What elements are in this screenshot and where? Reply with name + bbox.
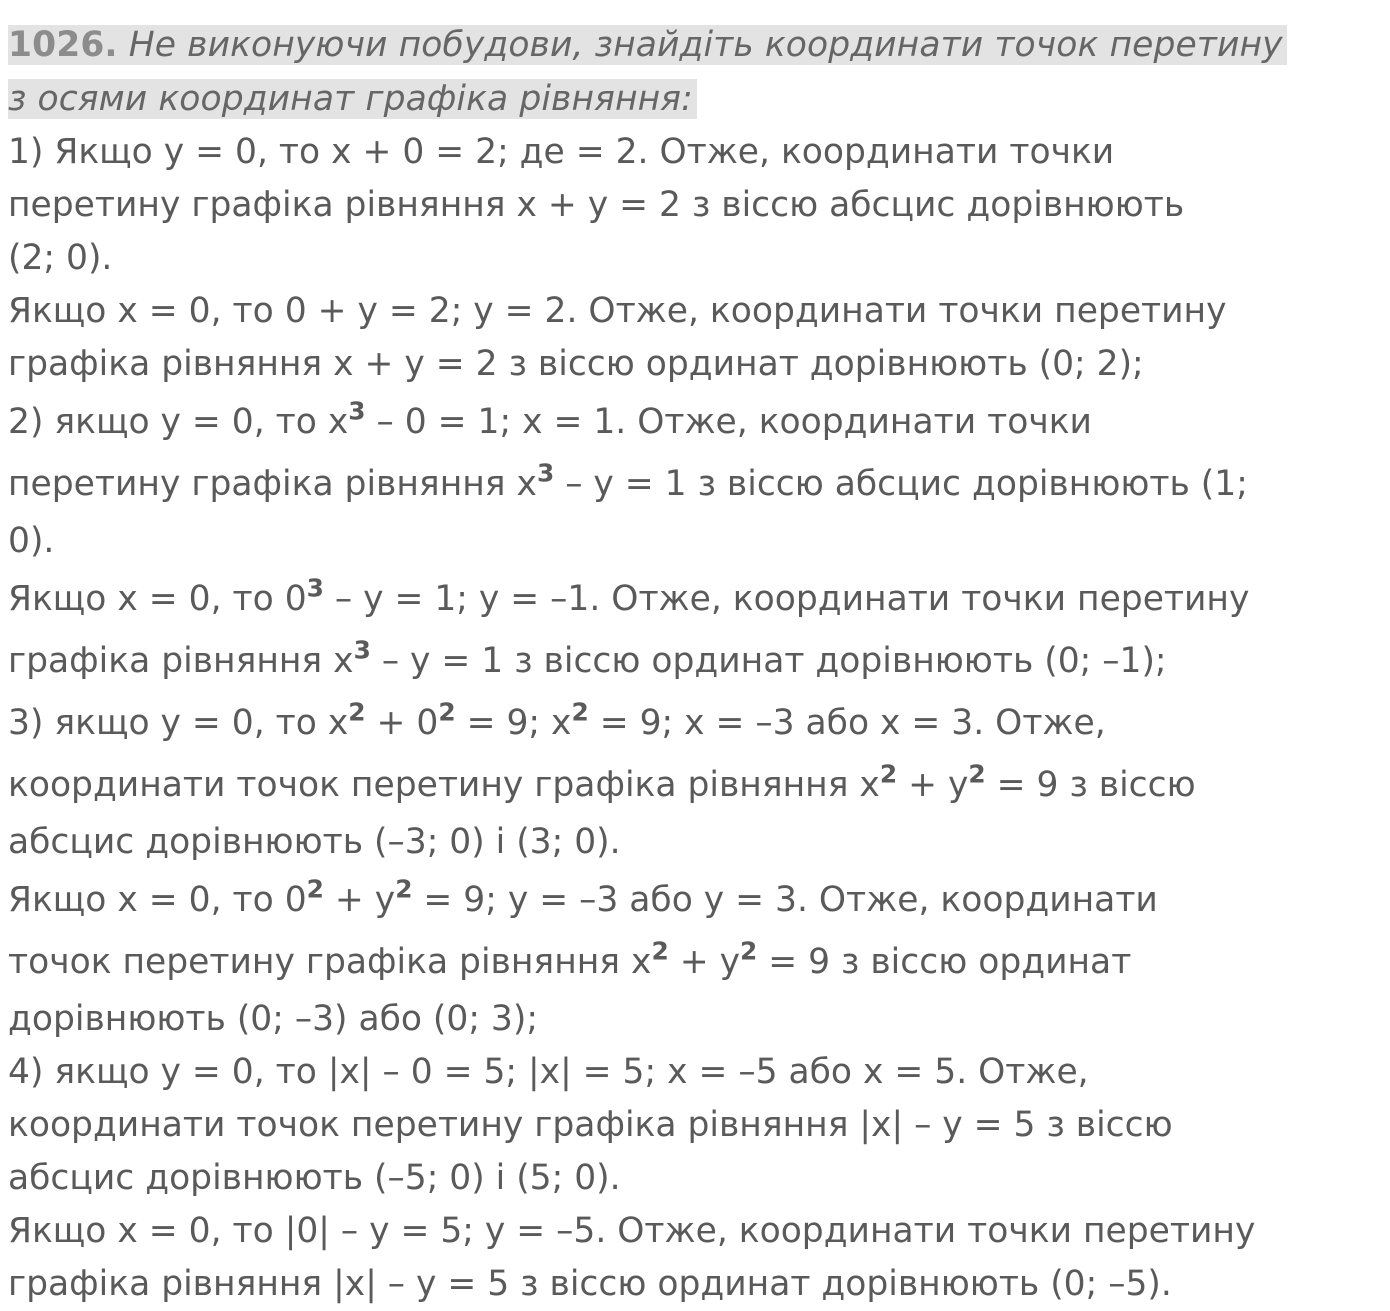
solution-line <box>8 338 1388 391</box>
solution-line <box>8 179 1388 232</box>
solution-text-run: графіка рівняння x + y = 2 з віссю ординат дорівнюють (0; 2); <box>8 344 1144 384</box>
problem-statement-line-1: Не виконуючи побудови, знайдіть координати точок перетину <box>128 25 1283 65</box>
problem-statement-line-2: з осями координат графіка рівняння: <box>8 79 693 119</box>
solution-line <box>8 816 1388 869</box>
exponent: 2 <box>348 697 366 727</box>
solution-text-run: 1) Якщо y = 0, то x + 0 = 2; де = 2. Отже, координати точки <box>8 132 1115 172</box>
exponent: 3 <box>353 635 371 665</box>
solution-text-run: перетину графіка рівняння x <box>8 464 537 504</box>
solution-text-run: перетину графіка рівняння x + y = 2 з віссю абсцис дорівнюють <box>8 185 1185 225</box>
exponent: 3 <box>348 396 366 426</box>
solution-line <box>8 869 1388 931</box>
solution-text-run: точок перетину графіка рівняння x <box>8 942 652 982</box>
solution-line <box>8 630 1388 692</box>
exponent: 2 <box>438 697 456 727</box>
exponent: 2 <box>306 874 324 904</box>
exponent: 2 <box>740 936 758 966</box>
problem-number: 1026. <box>8 25 118 65</box>
solution-line <box>8 1099 1388 1152</box>
solution-text-run: 4) якщо y = 0, то |x| – 0 = 5; |x| = 5; x = –5 або x = 5. Отже, <box>8 1052 1089 1092</box>
solution-text-run: 0). <box>8 521 55 561</box>
solution-text-run: графіка рівняння |x| – y = 5 з віссю ординат дорівнюють (0; –5). <box>8 1264 1172 1304</box>
problem-heading <box>8 18 1388 126</box>
solution-line <box>8 692 1388 754</box>
solution-text <box>8 126 1388 1311</box>
solution-line <box>8 1046 1388 1099</box>
solution-text-run: (2; 0). <box>8 238 113 278</box>
solution-text-run: = 9; x <box>455 703 572 743</box>
solution-line <box>8 285 1388 338</box>
solution-line <box>8 1258 1388 1311</box>
solution-line <box>8 391 1388 453</box>
solution-line <box>8 126 1388 179</box>
solution-line <box>8 453 1388 515</box>
exponent: 2 <box>571 697 589 727</box>
solution-text-run: координати точок перетину графіка рівняння x <box>8 765 880 805</box>
solution-text-run: абсцис дорівнюють (–5; 0) і (5; 0). <box>8 1158 621 1198</box>
solution-line <box>8 754 1388 816</box>
solution-text-run: + y <box>897 765 969 805</box>
exponent: 2 <box>651 936 669 966</box>
solution-text-run: – y = 1 з віссю абсцис дорівнюють (1; <box>554 464 1248 504</box>
problem-heading-highlight <box>8 25 1287 65</box>
solution-text-run: Якщо x = 0, то |0| – y = 5; y = –5. Отже, координати точки перетину <box>8 1211 1256 1251</box>
solution-text-run: 3) якщо y = 0, то x <box>8 703 349 743</box>
solution-line <box>8 931 1388 993</box>
solution-line <box>8 993 1388 1046</box>
solution-text-run: = 9 з віссю ординат <box>757 942 1132 982</box>
exponent: 3 <box>306 573 324 603</box>
solution-text-run: + 0 <box>365 703 439 743</box>
solution-text-run: – 0 = 1; x = 1. Отже, координати точки <box>365 402 1092 442</box>
exponent: 3 <box>536 458 555 488</box>
solution-text-run: + y <box>323 880 396 920</box>
solution-text-run: – y = 1; y = –1. Отже, координати точки перетину <box>323 579 1250 619</box>
exponent: 2 <box>968 759 986 789</box>
exponent: 2 <box>395 874 413 904</box>
solution-text-run: абсцис дорівнюють (–3; 0) і (3; 0). <box>8 822 621 862</box>
solution-text-run: Якщо x = 0, то 0 + y = 2; y = 2. Отже, координати точки перетину <box>8 291 1227 331</box>
solution-text-run: = 9; x = –3 або x = 3. Отже, <box>588 703 1106 743</box>
solution-text-run: – y = 1 з віссю ординат дорівнюють (0; –1); <box>370 641 1167 681</box>
problem-heading-highlight-2 <box>8 79 697 119</box>
document-page <box>8 18 1388 1311</box>
solution-line <box>8 232 1388 285</box>
exponent: 2 <box>879 759 898 789</box>
solution-line <box>8 568 1388 630</box>
solution-text-run: графіка рівняння x <box>8 641 354 681</box>
solution-text-run: = 9 з віссю <box>985 765 1196 805</box>
solution-text-run: Якщо x = 0, то 0 <box>8 579 307 619</box>
solution-line <box>8 515 1388 568</box>
solution-text-run: + y <box>668 942 740 982</box>
solution-text-run: Якщо x = 0, то 0 <box>8 880 307 920</box>
solution-line <box>8 1152 1388 1205</box>
solution-line <box>8 1205 1388 1258</box>
solution-text-run: координати точок перетину графіка рівняння |x| – y = 5 з віссю <box>8 1105 1173 1145</box>
solution-text-run: дорівнюють (0; –3) або (0; 3); <box>8 999 538 1039</box>
solution-text-run: 2) якщо y = 0, то x <box>8 402 349 442</box>
solution-text-run: = 9; y = –3 або y = 3. Отже, координати <box>412 880 1158 920</box>
